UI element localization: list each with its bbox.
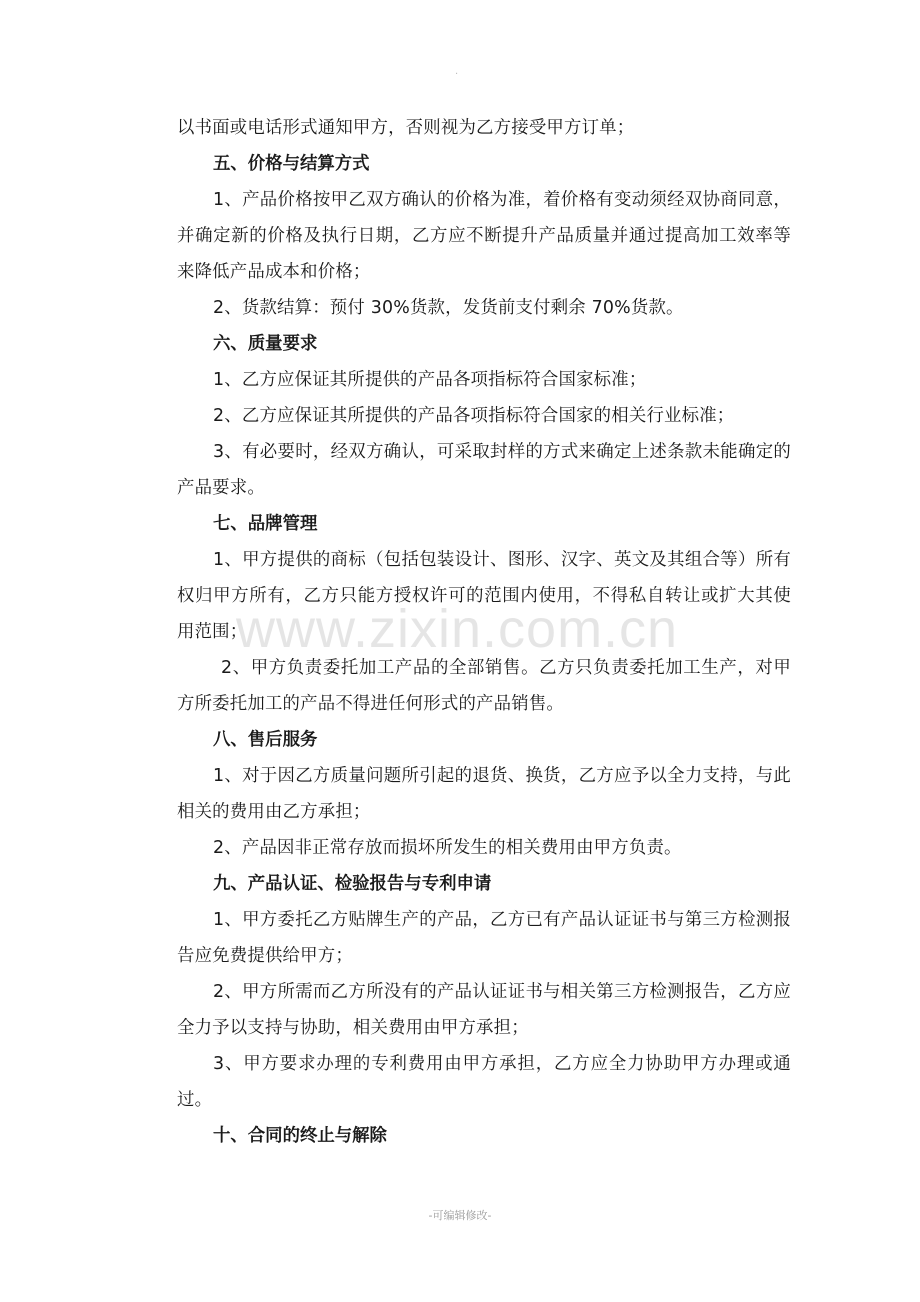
clause-8-2: 2、产品因非正常存放而损坏所发生的相关费用由甲方负责。 — [213, 838, 682, 858]
section-heading-quality: 六、质量要求 — [213, 334, 318, 354]
watermark: www.zixin.com.cn — [236, 599, 679, 659]
clause-9-2: 2、甲方所需而乙方所没有的产品认证证书与相关第三方检测报告，乙方应全力予以支持与协助，相关费用由甲方承担； — [177, 982, 791, 1038]
clause-6-1: 1、乙方应保证其所提供的产品各项指标符合国家标准； — [213, 370, 647, 390]
clause-9-3: 3、甲方要求办理的专利费用由甲方承担，乙方应全力协助甲方办理或通过。 — [177, 1054, 791, 1110]
clause-5-1: 1、产品价格按甲乙双方确认的价格为准，着价格有变动须经双协商同意，并确定新的价格及执行日期，乙方应不断提升产品质量并通过提高加工效率等来降低产品成本和价格； — [177, 190, 791, 282]
clause-7-2: 2、甲方负责委托加工产品的全部销售。乙方只负责委托加工生产，对甲方所委托加工的产品不得进任何形式的产品销售。 — [177, 658, 791, 714]
clause-6-3: 3、有必要时，经双方确认，可采取封样的方式来确定上述条款未能确定的产品要求。 — [177, 442, 791, 498]
clause-8-1: 1、对于因乙方质量问题所引起的退货、换货，乙方应予以全力支持，与此相关的费用由乙方承担； — [177, 766, 791, 822]
section-heading-price-settlement: 五、价格与结算方式 — [213, 154, 370, 174]
clause-7-1: 1、甲方提供的商标（包括包装设计、图形、汉字、英文及其组合等）所有权归甲方所有，乙方只能方授权许可的范围内使用，不得私自转让或扩大其使用范围； — [177, 550, 791, 642]
section-heading-certification: 九、产品认证、检验报告与专利申请 — [213, 874, 492, 894]
top-mark: . — [455, 66, 459, 77]
paragraph-continuation: 以书面或电话形式通知甲方，否则视为乙方接受甲方订单； — [177, 118, 635, 138]
page-footer: -可编辑修改- — [428, 1209, 492, 1222]
section-heading-after-sales: 八、售后服务 — [213, 730, 318, 750]
clause-6-2: 2、乙方应保证其所提供的产品各项指标符合国家的相关行业标准； — [213, 406, 735, 426]
section-heading-termination: 十、合同的终止与解除 — [213, 1126, 387, 1146]
clause-5-2: 2、货款结算：预付 30%货款，发货前支付剩余 70%货款。 — [213, 298, 684, 318]
section-heading-brand: 七、品牌管理 — [213, 514, 318, 534]
clause-9-1: 1、甲方委托乙方贴牌生产的产品，乙方已有产品认证证书与第三方检测报告应免费提供给甲方； — [177, 910, 791, 966]
